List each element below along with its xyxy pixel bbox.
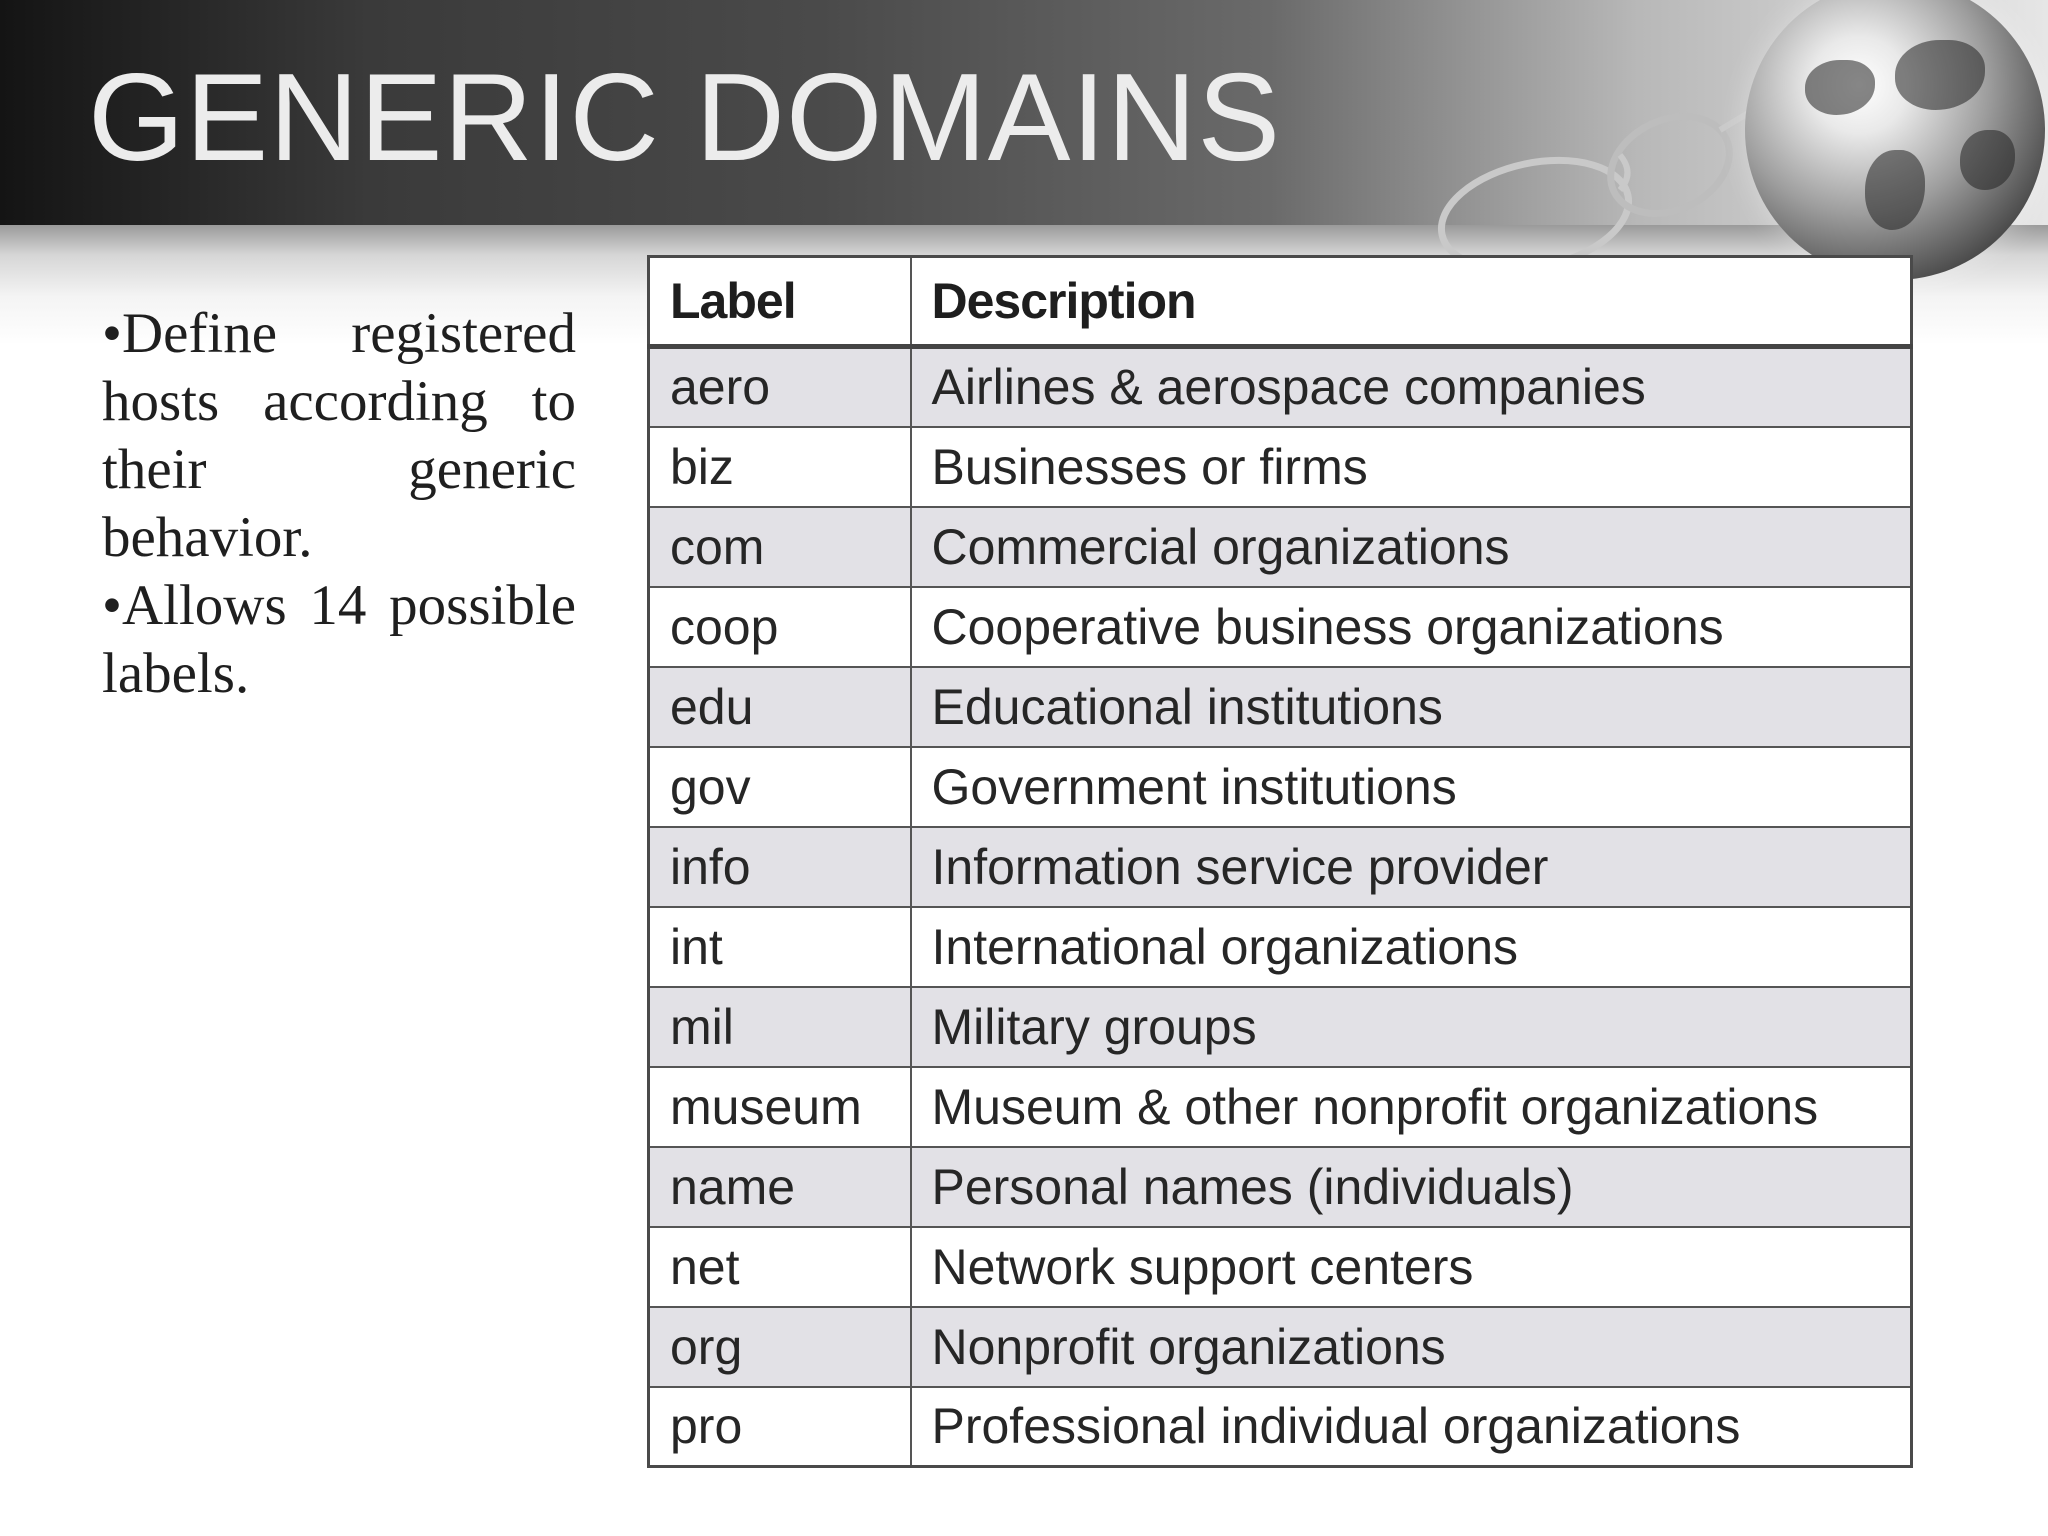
description-cell: Personal names (individuals) — [911, 1147, 1912, 1227]
label-cell: mil — [649, 987, 911, 1067]
label-cell: gov — [649, 747, 911, 827]
description-cell: Commercial organizations — [911, 507, 1912, 587]
description-cell: Military groups — [911, 987, 1912, 1067]
label-cell: coop — [649, 587, 911, 667]
table-row — [649, 667, 1912, 747]
table-row — [649, 427, 1912, 507]
description-cell: Government institutions — [911, 747, 1912, 827]
table-row — [649, 1147, 1912, 1227]
table-header-row — [649, 257, 1912, 347]
description-cell: Airlines & aerospace companies — [911, 347, 1912, 427]
label-cell: museum — [649, 1067, 911, 1147]
table-row — [649, 987, 1912, 1067]
bullet-item: •Define registered hosts according to their generic behavior. — [102, 302, 576, 569]
table-row — [649, 347, 1912, 427]
table-row — [649, 827, 1912, 907]
description-cell: Nonprofit organizations — [911, 1307, 1912, 1387]
label-cell: net — [649, 1227, 911, 1307]
description-cell: Professional individual organizations — [911, 1387, 1912, 1467]
table-row — [649, 1307, 1912, 1387]
description-cell: Network support centers — [911, 1227, 1912, 1307]
table-row — [649, 587, 1912, 667]
table-row — [649, 747, 1912, 827]
description-cell: Educational institutions — [911, 667, 1912, 747]
column-header-label: Label — [649, 257, 911, 347]
description-cell: Businesses or firms — [911, 427, 1912, 507]
label-cell: name — [649, 1147, 911, 1227]
label-cell: int — [649, 907, 911, 987]
table-row — [649, 907, 1912, 987]
bullet-item: •Allows 14 possible labels. — [102, 574, 576, 705]
label-cell: biz — [649, 427, 911, 507]
table-row — [649, 1227, 1912, 1307]
description-cell: Information service provider — [911, 827, 1912, 907]
table-row — [649, 1387, 1912, 1467]
table-row — [649, 1067, 1912, 1147]
description-cell: Museum & other nonprofit organizations — [911, 1067, 1912, 1147]
generic-domains-table — [647, 255, 1913, 1468]
label-cell: edu — [649, 667, 911, 747]
label-cell: aero — [649, 347, 911, 427]
label-cell: org — [649, 1307, 911, 1387]
page-title: GENERIC DOMAINS — [88, 49, 1282, 187]
table-row — [649, 507, 1912, 587]
label-cell: info — [649, 827, 911, 907]
label-cell: com — [649, 507, 911, 587]
label-cell: pro — [649, 1387, 911, 1467]
description-cell: International organizations — [911, 907, 1912, 987]
description-cell: Cooperative business organizations — [911, 587, 1912, 667]
bullet-list — [102, 300, 576, 708]
column-header-description: Description — [911, 257, 1912, 347]
